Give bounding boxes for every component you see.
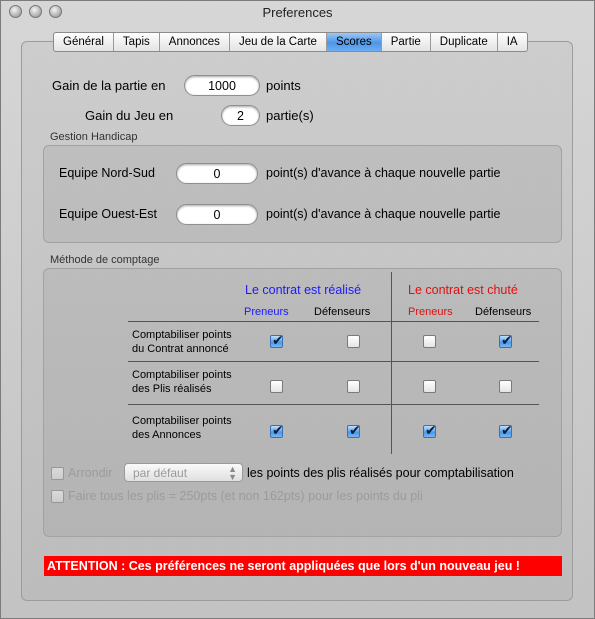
- tab-tapis[interactable]: Tapis: [114, 33, 160, 51]
- row-label-contrat: [132, 328, 232, 356]
- row-label-line: Comptabiliser points: [132, 369, 232, 381]
- ouest-est-label: Equipe Ouest-Est: [59, 207, 157, 221]
- checkbox-plis-chute-preneurs[interactable]: [423, 380, 436, 393]
- gain-partie-input[interactable]: 1000: [184, 75, 260, 96]
- row-label-line: Comptabiliser points: [132, 329, 232, 341]
- chute-header: Le contrat est chuté: [408, 283, 518, 297]
- title-bar: [1, 1, 594, 23]
- nord-sud-input[interactable]: 0: [176, 163, 258, 184]
- row-label-line: des Annonces: [132, 429, 202, 441]
- row-label-plis: [132, 368, 232, 396]
- arrondir-dropdown-value: par défaut: [133, 466, 188, 480]
- warning-banner: ATTENTION : Ces préférences ne seront appliquées que lors d'un nouveau jeu !: [44, 556, 562, 576]
- table-divider: [128, 321, 539, 322]
- arrondir-dropdown[interactable]: [124, 463, 243, 482]
- row-label-line: des Plis réalisés: [132, 383, 212, 395]
- checkbox-contrat-realise-defenseurs[interactable]: [347, 335, 360, 348]
- checkbox-annonces-realise-defenseurs[interactable]: [347, 425, 360, 438]
- table-divider: [128, 361, 539, 362]
- gain-partie-label: Gain de la partie en: [52, 78, 166, 93]
- tab-scores[interactable]: Scores: [327, 33, 382, 51]
- tab-bar: [53, 32, 528, 52]
- realise-preneurs-col: Preneurs: [244, 306, 289, 318]
- handicap-group-title: Gestion Handicap: [50, 131, 138, 143]
- tab-annonces[interactable]: Annonces: [160, 33, 230, 51]
- nord-sud-label: Equipe Nord-Sud: [59, 166, 155, 180]
- row-label-line: du Contrat annoncé: [132, 343, 229, 355]
- tab-ia[interactable]: IA: [506, 36, 518, 48]
- up-down-arrows-icon: ▲ ▼: [228, 464, 237, 482]
- checkbox-plis-chute-defenseurs[interactable]: [499, 380, 512, 393]
- chute-defenseurs-col: Défenseurs: [475, 306, 532, 318]
- arrondir-suffix: les points des plis réalisés pour comptabilisation: [247, 466, 514, 480]
- gain-jeu-label: Gain du Jeu en: [85, 108, 174, 123]
- ouest-est-suffix: point(s) d'avance à chaque nouvelle partie: [266, 207, 501, 221]
- realise-header: Le contrat est réalisé: [245, 283, 362, 297]
- gain-jeu-input[interactable]: 2: [221, 105, 260, 126]
- arrondir-checkbox[interactable]: [51, 467, 64, 480]
- nord-sud-suffix: point(s) d'avance à chaque nouvelle partie: [266, 166, 501, 180]
- checkbox-annonces-realise-preneurs[interactable]: [270, 425, 283, 438]
- tab-general[interactable]: Général: [54, 33, 114, 51]
- chute-preneurs-col: Preneurs: [408, 306, 453, 318]
- faire-plis-label: Faire tous les plis = 250pts (et non 162pts) pour les points du pli: [68, 489, 423, 503]
- methode-group-title: Méthode de comptage: [50, 254, 160, 266]
- checkbox-contrat-chute-defenseurs[interactable]: [499, 335, 512, 348]
- tab-duplicate[interactable]: Duplicate: [431, 33, 498, 51]
- checkbox-plis-realise-defenseurs[interactable]: [347, 380, 360, 393]
- ouest-est-input[interactable]: 0: [176, 204, 258, 225]
- table-divider: [128, 404, 539, 405]
- gain-partie-unit: points: [266, 78, 301, 93]
- row-label-annonces: [132, 414, 232, 442]
- arrondir-label: Arrondir: [68, 466, 113, 480]
- faire-plis-checkbox[interactable]: [51, 490, 64, 503]
- checkbox-annonces-chute-preneurs[interactable]: [423, 425, 436, 438]
- checkbox-contrat-chute-preneurs[interactable]: [423, 335, 436, 348]
- column-divider: [391, 272, 392, 454]
- gain-jeu-unit: partie(s): [266, 108, 314, 123]
- checkbox-annonces-chute-defenseurs[interactable]: [499, 425, 512, 438]
- tab-jeu-de-la-carte[interactable]: Jeu de la Carte: [230, 33, 327, 51]
- window-title: Preferences: [262, 5, 333, 20]
- checkbox-plis-realise-preneurs[interactable]: [270, 380, 283, 393]
- checkbox-contrat-realise-preneurs[interactable]: [270, 335, 283, 348]
- row-label-line: Comptabiliser points: [132, 415, 232, 427]
- handicap-group: [43, 145, 562, 243]
- realise-defenseurs-col: Défenseurs: [314, 306, 371, 318]
- tab-partie[interactable]: Partie: [382, 33, 431, 51]
